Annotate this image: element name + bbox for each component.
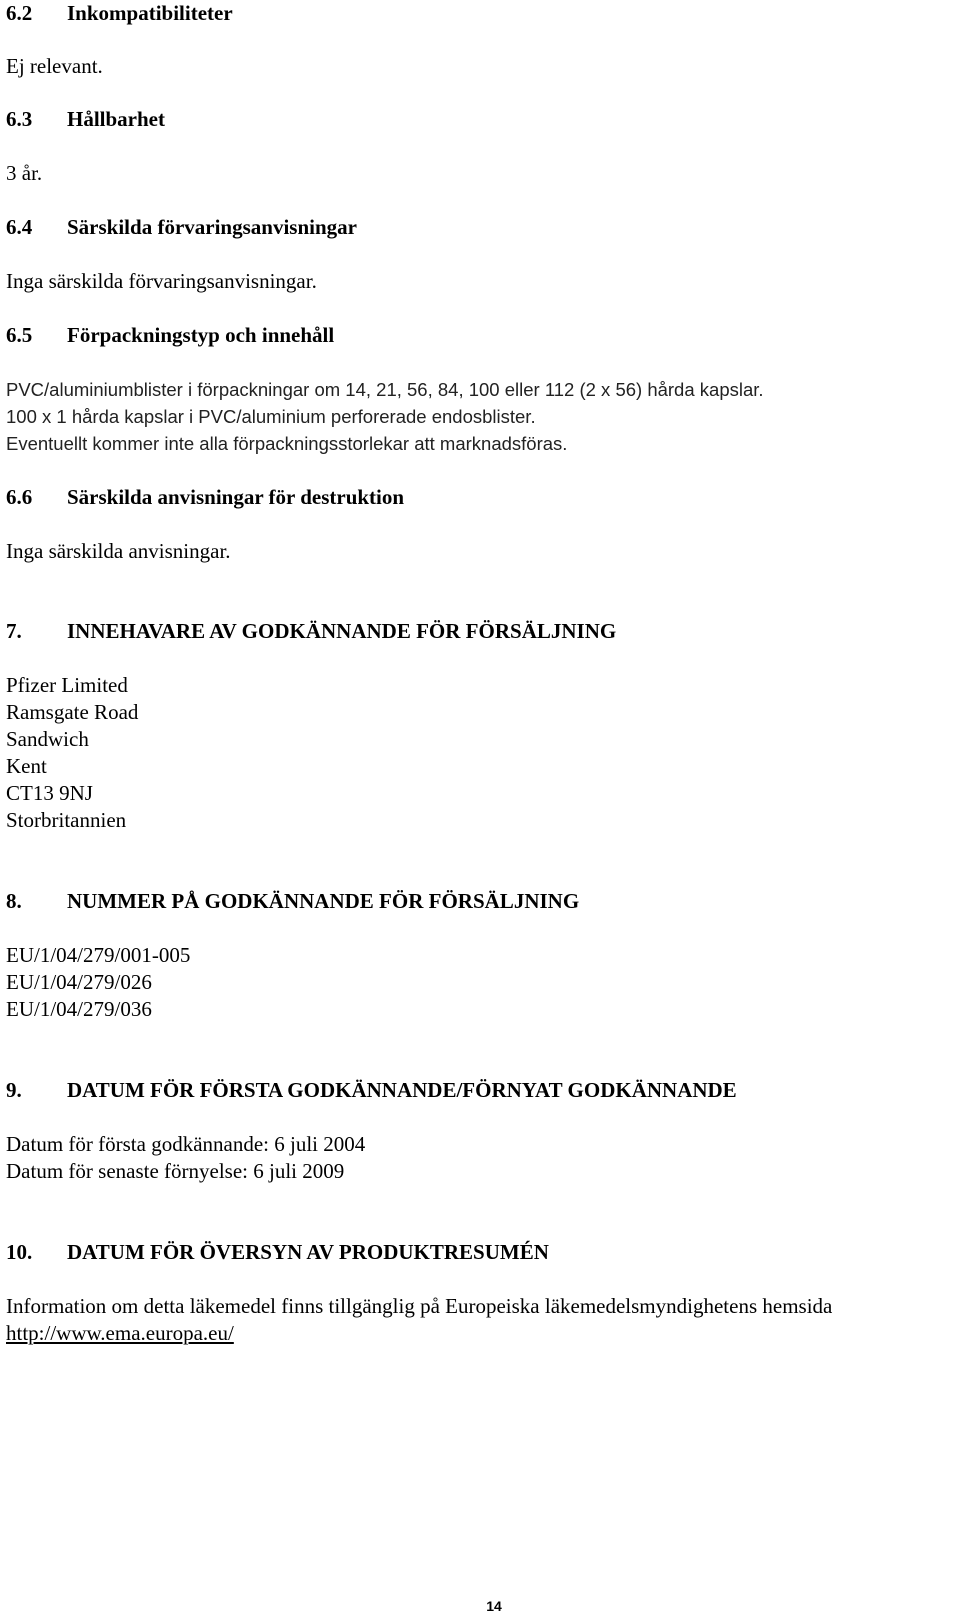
- ema-link-line: [6, 1320, 234, 1347]
- first-authorisation-date: Datum för första godkännande: 6 juli 2004: [6, 1132, 366, 1156]
- address-line-company: Pfizer Limited: [6, 673, 128, 697]
- section-number: 6.6: [6, 485, 33, 509]
- section-title: Inkompatibiliteter: [67, 1, 233, 25]
- section-number: 6.4: [6, 215, 33, 239]
- section-title: Särskilda anvisningar för destruktion: [67, 485, 405, 509]
- section-line-6-5-3: Eventuellt kommer inte alla förpackningsstorlekar att marknadsföras.: [6, 433, 568, 454]
- section-number: 6.2: [6, 1, 33, 25]
- section-heading-6-4: [6, 214, 357, 241]
- authorisation-number: EU/1/04/279/001-005: [6, 943, 191, 967]
- section-heading-6-5: [6, 322, 334, 349]
- address-line-county: Kent: [6, 754, 47, 778]
- section-number: 7.: [6, 619, 22, 643]
- section-heading-10: [6, 1239, 549, 1266]
- address-line-postcode: CT13 9NJ: [6, 781, 93, 805]
- section-heading-6-3: [6, 106, 165, 133]
- section-text-6-2: Ej relevant.: [6, 54, 103, 78]
- section-number: 6.5: [6, 323, 33, 347]
- ema-website-link[interactable]: http://www.ema.europa.eu/: [6, 1321, 234, 1345]
- section-title: INNEHAVARE AV GODKÄNNANDE FÖR FÖRSÄLJNING: [67, 619, 617, 643]
- section-title: Hållbarhet: [67, 107, 165, 131]
- section-text-6-3: 3 år.: [6, 161, 43, 185]
- authorisation-number: EU/1/04/279/036: [6, 997, 152, 1021]
- section-title: DATUM FÖR FÖRSTA GODKÄNNANDE/FÖRNYAT GODKÄNNANDE: [67, 1078, 737, 1102]
- section-number: 9.: [6, 1078, 22, 1102]
- section-line-6-5-2: 100 x 1 hårda kapslar i PVC/aluminium perforerade endosblister.: [6, 406, 536, 427]
- section-text-6-4: Inga särskilda förvaringsanvisningar.: [6, 269, 317, 293]
- section-title: Särskilda förvaringsanvisningar: [67, 215, 357, 239]
- section-number: 10.: [6, 1240, 33, 1264]
- section-title: DATUM FÖR ÖVERSYN AV PRODUKTRESUMÉN: [67, 1240, 549, 1264]
- renewal-date: Datum för senaste förnyelse: 6 juli 2009: [6, 1159, 345, 1183]
- section-line-6-5-1: PVC/aluminiumblister i förpackningar om 14, 21, 56, 84, 100 eller 112 (2 x 56) hårda kapslar.: [6, 379, 764, 400]
- section-title: Förpackningstyp och innehåll: [67, 323, 335, 347]
- section-heading-8: [6, 888, 579, 915]
- address-line-town: Sandwich: [6, 727, 89, 751]
- address-line-street: Ramsgate Road: [6, 700, 139, 724]
- section-text-6-6: Inga särskilda anvisningar.: [6, 539, 231, 563]
- address-line-country: Storbritannien: [6, 808, 127, 832]
- section-number: 6.3: [6, 107, 33, 131]
- section-heading-6-2: [6, 0, 233, 27]
- authorisation-number: EU/1/04/279/026: [6, 970, 152, 994]
- section-heading-9: [6, 1077, 737, 1104]
- section-heading-7: [6, 618, 616, 645]
- section-heading-6-6: [6, 484, 404, 511]
- page-number: 14: [486, 1598, 502, 1614]
- section-text-10: Information om detta läkemedel finns tillgänglig på Europeiska läkemedelsmyndighetens hemsida: [6, 1294, 833, 1318]
- section-title: NUMMER PÅ GODKÄNNANDE FÖR FÖRSÄLJNING: [67, 889, 580, 913]
- section-number: 8.: [6, 889, 22, 913]
